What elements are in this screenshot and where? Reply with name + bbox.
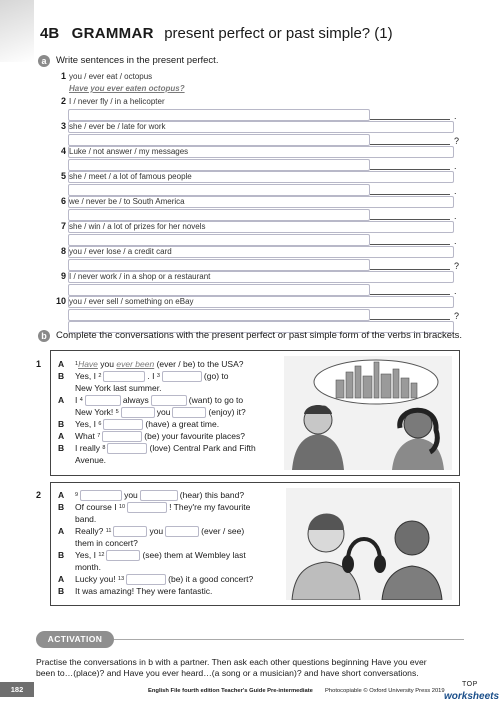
- end-punctuation: .: [454, 161, 457, 171]
- answer-rule: [370, 219, 450, 220]
- answer-rule: [370, 244, 450, 245]
- item-number: 10: [55, 296, 66, 306]
- gap-8-input[interactable]: [107, 443, 147, 454]
- end-punctuation: ?: [454, 136, 460, 146]
- speaker-b: B: [58, 550, 65, 560]
- gap-5a-input[interactable]: [121, 407, 155, 418]
- speaker-b: B: [58, 371, 65, 381]
- answer-rule: [370, 144, 450, 145]
- text: you: [156, 407, 171, 417]
- end-punctuation: ?: [454, 261, 460, 271]
- conv2-line-2: [58, 501, 250, 513]
- item-prompt: she / win / a lot of prizes for her novels: [69, 222, 206, 231]
- text: New York!: [75, 407, 114, 417]
- gap-number: 3: [156, 373, 160, 379]
- text: Of course I: [75, 502, 117, 512]
- item-prompt: I / never fly / in a helicopter: [69, 97, 165, 106]
- text: What: [75, 431, 95, 441]
- item-number: 6: [60, 196, 66, 206]
- gap-5b-input[interactable]: [172, 407, 206, 418]
- conv1-line-9: [75, 454, 106, 466]
- section-subtitle: present perfect or past simple? (1): [164, 25, 393, 42]
- copyright-notice: Photocopiable © Oxford University Press 2019: [325, 688, 445, 694]
- answer-rule: [370, 194, 450, 195]
- example-answer: Have you ever eaten octopus?: [69, 84, 185, 93]
- speaker-b: B: [58, 586, 65, 596]
- end-punctuation: .: [454, 211, 457, 221]
- answer-rule: [370, 319, 450, 320]
- text: band.: [75, 514, 97, 524]
- conv1-line-1: [58, 358, 244, 370]
- item-number: 3: [60, 121, 66, 131]
- gap-11a-input[interactable]: [113, 526, 147, 537]
- end-punctuation: .: [454, 186, 457, 196]
- text: (want) to go to: [188, 395, 244, 405]
- speaker-a: A: [58, 574, 65, 584]
- page-title: [40, 25, 480, 45]
- answer-input[interactable]: [68, 159, 370, 171]
- gap-4a-input[interactable]: [85, 395, 121, 406]
- gap-number: 7: [97, 433, 101, 439]
- text: them in concert?: [75, 538, 138, 548]
- end-punctuation: .: [454, 111, 457, 121]
- brand-logo: worksheets: [444, 691, 500, 702]
- item-prompt: Luke / not answer / my messages: [69, 147, 189, 156]
- text: you: [124, 490, 138, 500]
- gap-4b-input[interactable]: [151, 395, 187, 406]
- gap-number: 11: [105, 528, 112, 534]
- gap-2-input[interactable]: [103, 371, 145, 382]
- text: Yes, I: [75, 371, 96, 381]
- conv1-line-5: [75, 406, 246, 418]
- gap-10-input[interactable]: [127, 502, 167, 513]
- conv2-line-3: [75, 513, 96, 525]
- conv1-line-2: [58, 370, 229, 382]
- activation-text-line-2: been to…(place)? and Have you ever heard…(a song or a musician)? and have short conversations.: [36, 668, 419, 678]
- part-a-badge: a: [38, 55, 50, 67]
- text: always: [122, 395, 149, 405]
- speaker-a: A: [58, 395, 65, 405]
- answer-input[interactable]: [68, 109, 370, 121]
- conv1-line-4: [58, 394, 243, 406]
- text: I: [75, 395, 78, 405]
- answer-input[interactable]: [68, 309, 370, 321]
- text: . I: [147, 371, 155, 381]
- speaker-a: A: [58, 526, 65, 536]
- text: (enjoy) it?: [208, 407, 246, 417]
- item-number: 8: [60, 246, 66, 256]
- page-number: 182: [0, 682, 34, 697]
- answer-input[interactable]: [68, 134, 370, 146]
- conv2-line-7: [75, 561, 101, 573]
- gap-9b-input[interactable]: [140, 490, 178, 501]
- text: (be) your favourite places?: [144, 431, 245, 441]
- gap-6-input[interactable]: [103, 419, 143, 430]
- conversation-2-number: 2: [36, 490, 42, 500]
- answer-input[interactable]: [68, 259, 370, 271]
- headphones-illustration: [286, 488, 452, 600]
- end-punctuation: ?: [454, 311, 460, 321]
- speaker-b: B: [58, 419, 65, 429]
- gap-number: 12: [98, 552, 105, 558]
- text: ! They're my favourite: [169, 502, 251, 512]
- item-prompt: she / meet / a lot of famous people: [69, 172, 192, 181]
- conv2-line-4: [58, 525, 244, 537]
- example-answer: ever been: [116, 359, 155, 369]
- activation-label: ACTIVATION: [36, 631, 114, 648]
- speaker-a: A: [58, 490, 65, 500]
- text: month.: [75, 562, 101, 572]
- part-a-instruction: Write sentences in the present perfect.: [56, 55, 219, 66]
- speaker-b: B: [58, 502, 65, 512]
- activation-divider: [114, 639, 464, 640]
- answer-input[interactable]: [68, 184, 370, 196]
- text: (be) it a good concert?: [168, 574, 254, 584]
- item-number: 1: [60, 71, 66, 81]
- conv2-line-5: [75, 537, 138, 549]
- text: I really: [75, 443, 101, 453]
- end-punctuation: .: [454, 236, 457, 246]
- gap-number: 1: [75, 361, 79, 367]
- unit-number: 4B: [40, 25, 60, 42]
- item-number: 9: [60, 271, 66, 281]
- book-title: English File fourth edition Teacher's Guide Pre-intermediate: [148, 688, 313, 694]
- conv1-line-7: [58, 430, 245, 442]
- part-b-instruction: Complete the conversations with the present perfect or past simple form of the verbs in brackets.: [56, 330, 463, 341]
- speaker-a: A: [58, 359, 65, 369]
- conv2-line-1: [58, 489, 244, 501]
- conv2-line-8: [58, 573, 253, 585]
- conv1-line-3: [75, 382, 161, 394]
- section-heading: GRAMMAR: [71, 25, 154, 42]
- text: New York last summer.: [75, 383, 162, 393]
- answer-input[interactable]: [68, 209, 370, 221]
- item-prompt: I / never work / in a shop or a restaurant: [69, 272, 211, 281]
- text: you: [149, 526, 164, 536]
- text: It was amazing! They were fantastic.: [75, 586, 213, 596]
- item-prompt: we / never be / to South America: [69, 197, 185, 206]
- text: (have) a great time.: [145, 419, 220, 429]
- gap-number: 9: [75, 492, 79, 498]
- gap-11b-input[interactable]: [165, 526, 199, 537]
- gap-number: 10: [118, 504, 126, 510]
- text: (go) to: [203, 371, 229, 381]
- item-number: 4: [60, 146, 66, 156]
- item-prompt: you / ever eat / octopus: [69, 72, 153, 81]
- gap-13-input[interactable]: [126, 574, 166, 585]
- conv1-line-6: [58, 418, 219, 430]
- example-answer: Have: [78, 359, 98, 369]
- gap-number: 6: [98, 421, 102, 427]
- answer-input[interactable]: [68, 234, 370, 246]
- corner-shade: [0, 0, 34, 62]
- part-b-badge: b: [38, 330, 50, 342]
- item-number: 5: [60, 171, 66, 181]
- gap-number: 5: [115, 409, 119, 415]
- new-york-conversation-illustration: [284, 356, 452, 470]
- text: Yes, I: [75, 550, 96, 560]
- answer-rule: [370, 119, 450, 120]
- answer-input[interactable]: [68, 284, 370, 296]
- gap-number: 4: [79, 397, 83, 403]
- answer-rule: [370, 294, 450, 295]
- item-number: 2: [60, 96, 66, 106]
- conversation-1-number: 1: [36, 359, 42, 369]
- text: you: [100, 359, 114, 369]
- brand-top: TOP: [462, 681, 478, 688]
- conv1-line-8: [58, 442, 256, 454]
- text: (love) Central Park and Fifth: [149, 443, 256, 453]
- gap-9a-input[interactable]: [80, 490, 122, 501]
- answer-rule: [370, 269, 450, 270]
- gap-7-input[interactable]: [102, 431, 142, 442]
- gap-12-input[interactable]: [106, 550, 140, 561]
- item-number: 7: [60, 221, 66, 231]
- speaker-b: B: [58, 443, 65, 453]
- activation-text-line-1: Practise the conversations in b with a partner. Then ask each other questions beginning Have you ever: [36, 657, 427, 667]
- end-punctuation: .: [454, 286, 457, 296]
- gap-number: 13: [118, 576, 125, 582]
- gap-number: 8: [102, 445, 106, 451]
- text: (ever / see): [201, 526, 245, 536]
- gap-3-input[interactable]: [162, 371, 202, 382]
- text: (hear) this band?: [179, 490, 245, 500]
- text: (ever / be) to the USA?: [156, 359, 244, 369]
- gap-number: 2: [98, 373, 102, 379]
- item-prompt: you / ever lose / a credit card: [69, 247, 172, 256]
- conv2-line-6: [58, 549, 246, 561]
- speaker-a: A: [58, 431, 65, 441]
- text: Lucky you!: [75, 574, 116, 584]
- text: Yes, I: [75, 419, 96, 429]
- conv2-line-9: [58, 585, 212, 597]
- text: (see) them at Wembley last: [142, 550, 246, 560]
- text: Really?: [75, 526, 104, 536]
- answer-rule: [370, 169, 450, 170]
- item-prompt: she / ever be / late for work: [69, 122, 166, 131]
- item-prompt: you / ever sell / something on eBay: [69, 297, 194, 306]
- text: Avenue.: [75, 455, 107, 465]
